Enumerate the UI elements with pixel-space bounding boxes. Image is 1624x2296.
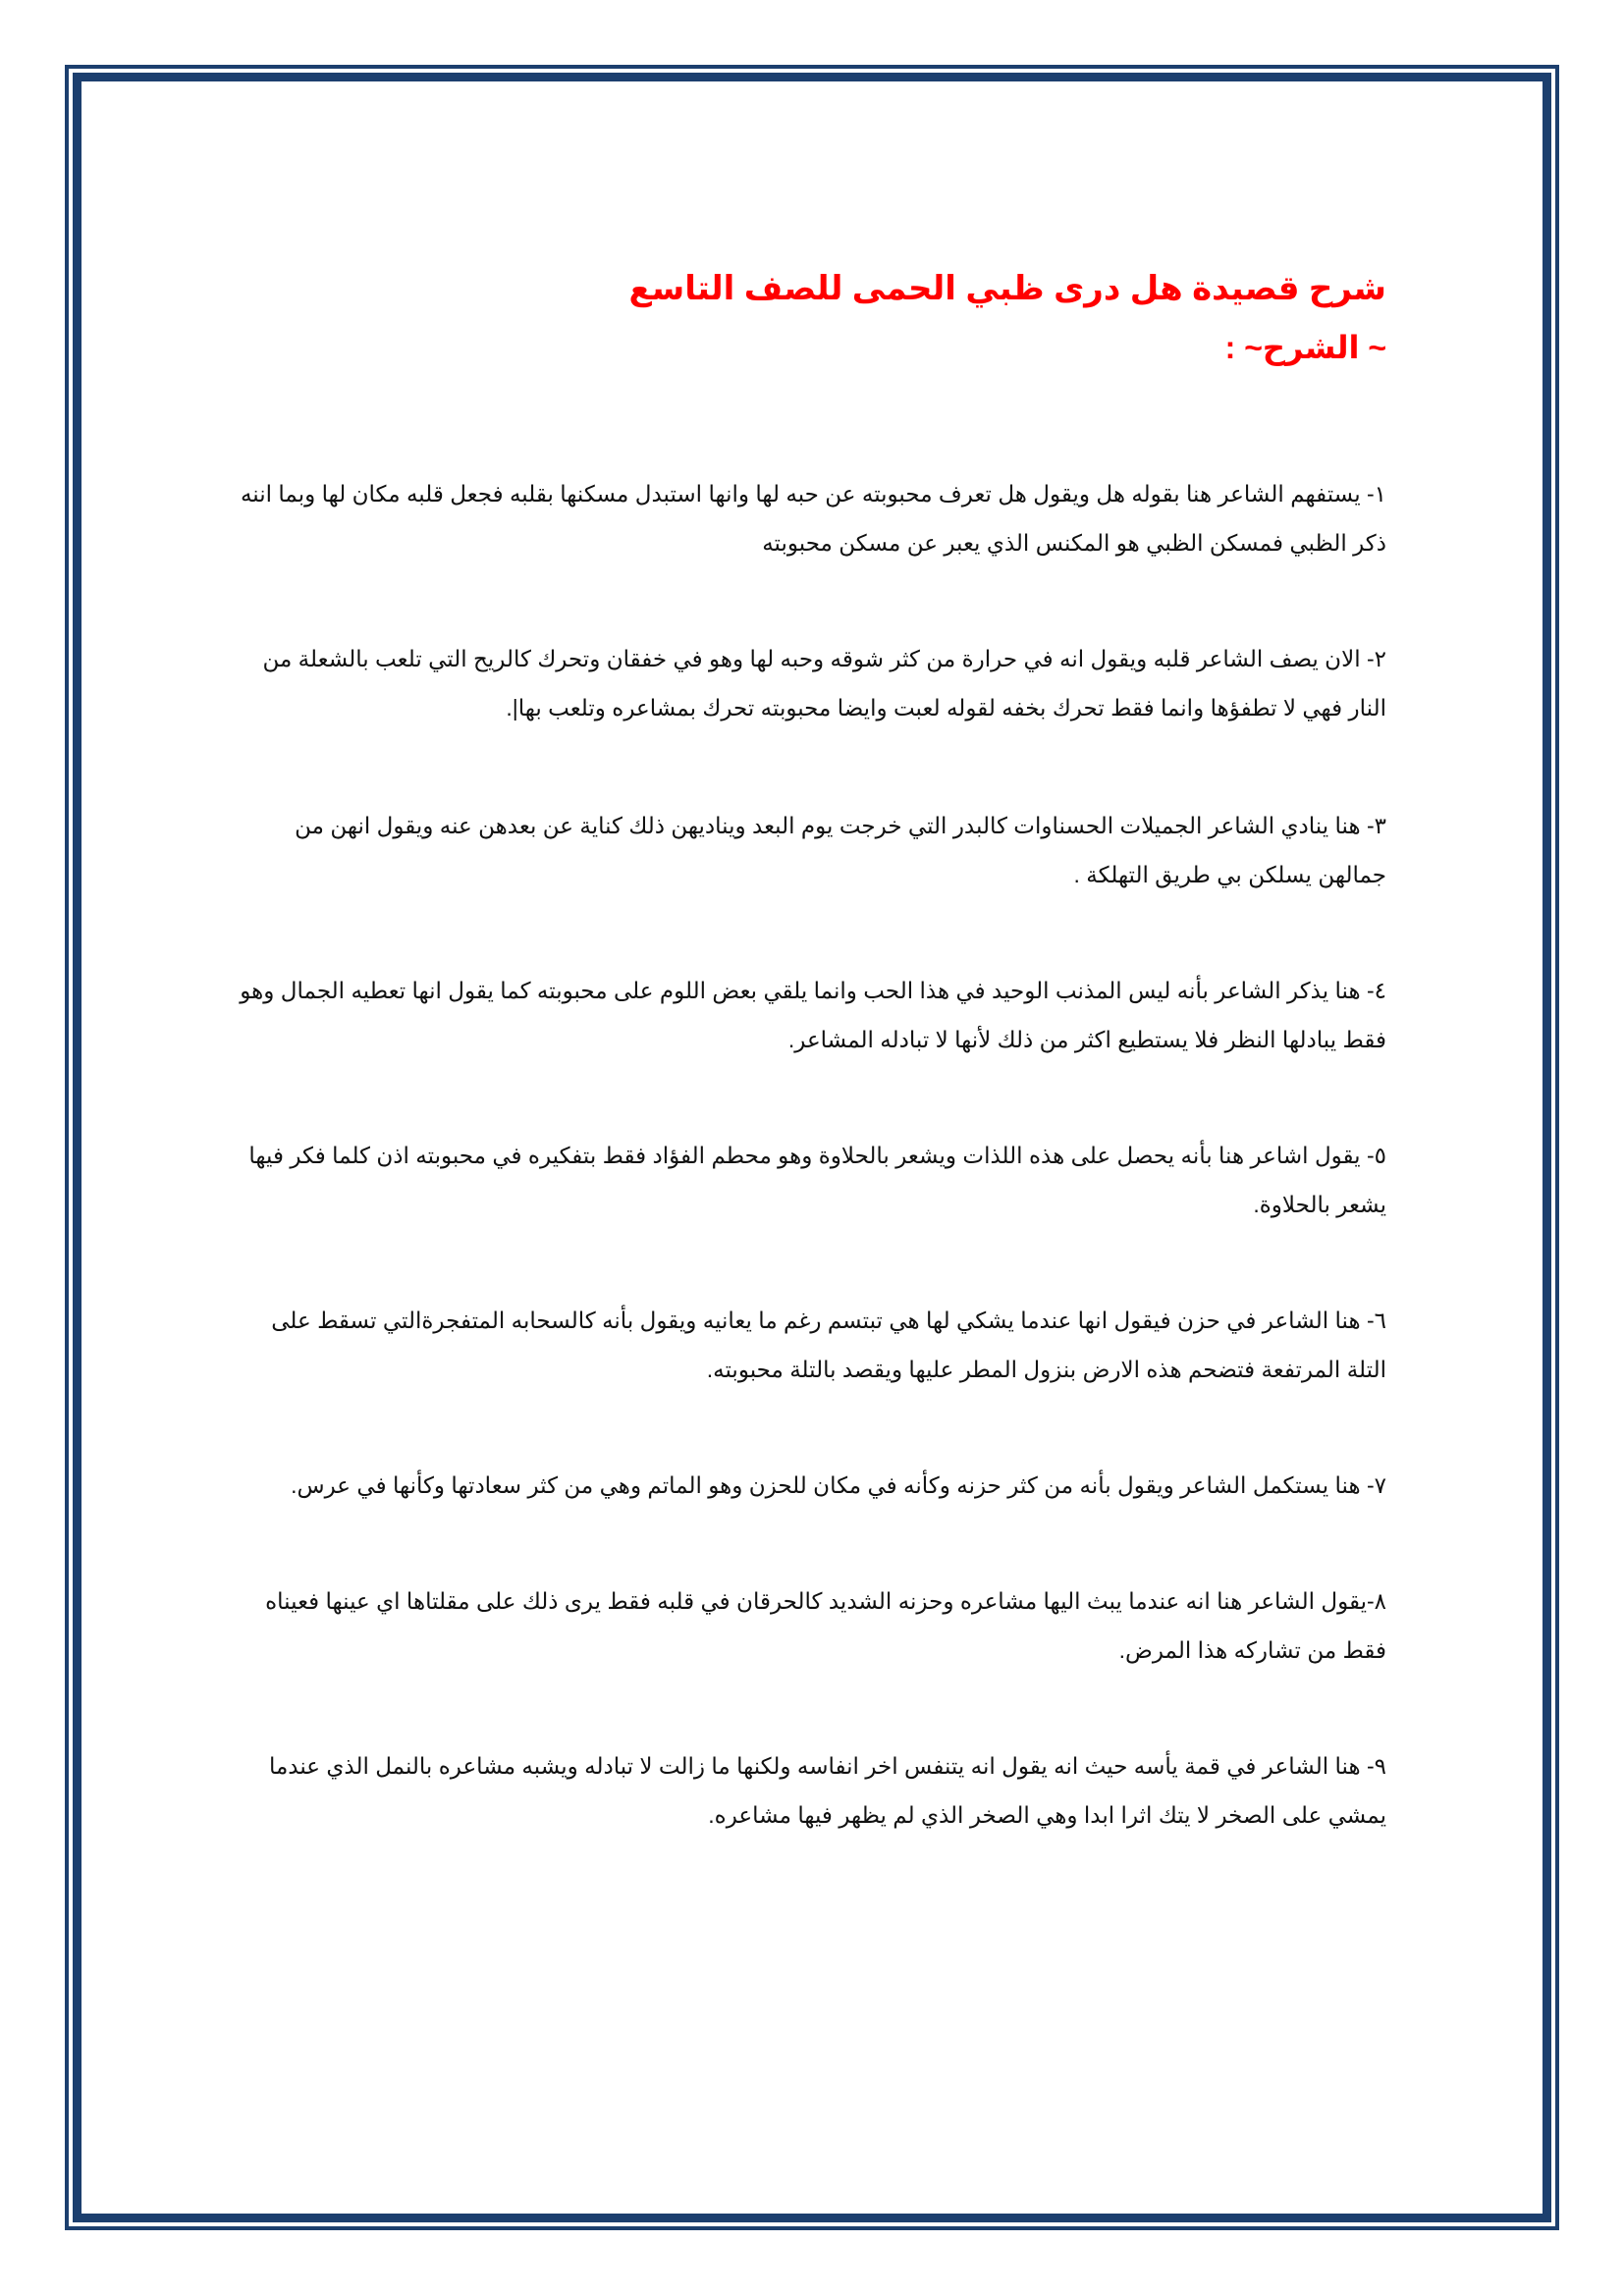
explanation-paragraph-7: ٧- هنا يستكمل الشاعر ويقول بأنه من كثر حزنه وكأنه في مكان للحزن وهو الماتم وهي من كثر سعادتها وكأنها في عرس. bbox=[291, 1472, 1386, 1498]
explanation-paragraph-3: ٣- هنا ينادي الشاعر الجميلات الحسناوات كالبدر التي خرجت يوم البعد ويناديهن ذلك كناية عن بعدهن عنه ويقول انهن من جمالهن يسلكن بي طريق التهلكة . bbox=[295, 813, 1386, 887]
explanation-paragraph-2: ٢- الان يصف الشاعر قلبه ويقول انه في حرارة من كثر شوقه وحبه لها وهو في خفقان وتحرك كالريح التي تلعب بالشعلة من النار فهي لا تطفؤها وانما فقط تحرك بخفه لقوله لعبت وايضا محبوبته تحرك بمشاعره وتلعب بها|. bbox=[262, 646, 1386, 721]
explanation-paragraph-8: ٨-يقول الشاعر هنا انه عندما يبث اليها مشاعره وحزنه الشديد كالحرقان في قلبه فقط يرى ذلك على مقلتاها اي عينها فعيناه فقط من تشاركه هذا المرض. bbox=[265, 1588, 1386, 1663]
explanation-paragraph-9: ٩- هنا الشاعر في قمة يأسه حيث انه يقول انه يتنفس اخر انفاسه ولكنها ما زالت لا تبادله ويشبه مشاعره بالنمل الذي عندما يمشي على الصخر لا يتك اثرا ابدا وهي الصخر الذي لم يظهر فيها مشاعره. bbox=[268, 1753, 1386, 1828]
section-heading: ~ الشرح~ : bbox=[1224, 330, 1386, 365]
explanation-paragraph-1: ١- يستفهم الشاعر هنا بقوله هل ويقول هل تعرف محبوبته عن حبه لها وانها استبدل مسكنها بقلبه فجعل قلبه مكان لها وبما اننه ذكر الظبي فمسكن الظبي هو المكنس الذي يعبر عن مسكن محبوبته bbox=[240, 481, 1386, 556]
explanation-list bbox=[238, 469, 1386, 1840]
explanation-paragraph-4: ٤- هنا يذكر الشاعر بأنه ليس المذنب الوحيد في هذا الحب وانما يلقي بعض اللوم على محبوبته كما يقول انها تعطيه الجمال وهو فقط يبادلها النظر فلا يستطيع اكثر من ذلك لأنها لا تبادله المشاعر. bbox=[240, 978, 1386, 1052]
explanation-paragraph-5: ٥- يقول اشاعر هنا بأنه يحصل على هذه اللذات ويشعر بالحلاوة وهو محطم الفؤاد فقط بتفكيره في محبوبته اذن كلما فكر فيها يشعر بالحلاوة. bbox=[248, 1143, 1386, 1217]
document-body bbox=[238, 265, 1386, 1906]
explanation-paragraph-6: ٦- هنا الشاعر في حزن فيقول انها عندما يشكي لها هي تبتسم رغم ما يعانيه ويقول بأنه كالسحابه المتفجرةالتي تسقط على التلة المرتفعة فتضحم هذه الارض بنزول المطر عليها ويقصد بالتلة محبوبته. bbox=[271, 1308, 1386, 1382]
document-title: شرح قصيدة هل درى ظبي الحمى للصف التاسع bbox=[628, 270, 1386, 307]
